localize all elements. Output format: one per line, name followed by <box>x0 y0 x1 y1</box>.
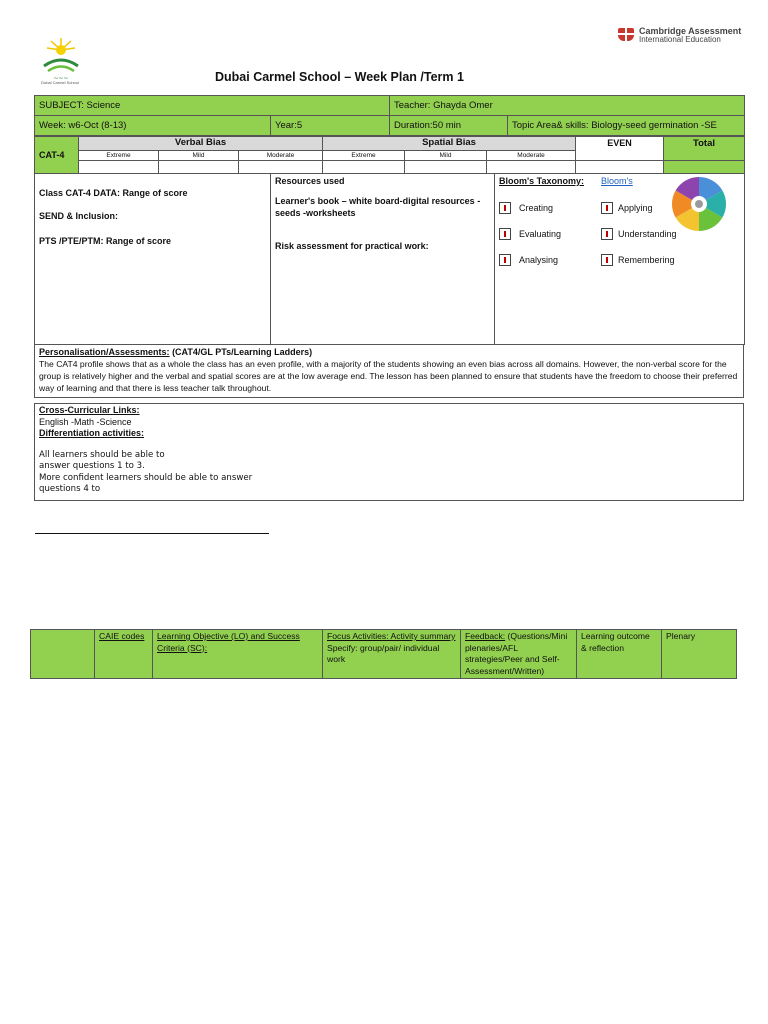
week-cell: Week: w6-Oct (8-13) <box>35 116 271 136</box>
checkbox-icon[interactable] <box>499 254 511 266</box>
checkbox-icon[interactable] <box>601 202 613 214</box>
bloom-remembering[interactable] <box>601 254 675 266</box>
school-logo <box>36 36 86 82</box>
verbal-moderate-value <box>239 161 323 174</box>
feedback-header <box>461 630 577 679</box>
bloom-wheel-icon <box>668 176 730 232</box>
plan-corner-cell <box>31 630 95 679</box>
cross-curricular-subjects: English -Math -Science <box>39 416 132 427</box>
spatial-extreme: Extreme <box>323 151 405 161</box>
spatial-extreme-value <box>323 161 405 174</box>
subject-cell: SUBJECT: Science <box>35 96 390 116</box>
spatial-moderate: Moderate <box>487 151 576 161</box>
differentiation-heading: Differentiation activities: <box>39 428 145 438</box>
document-title: Dubai Carmel School – Week Plan /Term 1 <box>215 70 464 84</box>
focus-activities-detail: Specify: group/pair/ individual work <box>327 642 440 664</box>
differentiation-line2: answer questions 1 to 3. <box>39 461 145 471</box>
resources-text: Learner's book – white board-digital resources - seeds -worksheets <box>275 196 481 218</box>
checkbox-icon[interactable] <box>601 254 613 266</box>
lesson-plan-table <box>30 629 737 679</box>
info-table <box>34 95 745 136</box>
cambridge-logo <box>618 26 758 44</box>
year-cell: Year:5 <box>271 116 390 136</box>
total-value <box>664 161 745 174</box>
bloom-applying-label: Applying <box>618 203 653 213</box>
cambridge-line1: Cambridge Assessment <box>639 26 742 36</box>
plenary-header: Plenary <box>662 630 737 679</box>
class-data-cell <box>35 174 271 345</box>
pts-range: PTS /PTE/PTM: Range of score <box>39 236 172 246</box>
cross-curricular-cell <box>35 404 744 501</box>
bloom-creating[interactable] <box>499 202 553 214</box>
personalisation-cell <box>35 345 744 398</box>
spatial-mild-value <box>405 161 487 174</box>
personalisation-heading-tail: (CAT4/GL PTs/Learning Ladders) <box>169 347 313 357</box>
bloom-analysing[interactable] <box>499 254 558 266</box>
topic-cell: Topic Area& skills: Biology-seed germination -SE <box>508 116 745 136</box>
duration-cell: Duration:50 min <box>390 116 508 136</box>
feedback-title: Feedback: <box>465 631 506 641</box>
bloom-remembering-label: Remembering <box>618 255 675 265</box>
personalisation-heading: Personalisation/Assessments: <box>39 347 170 357</box>
verbal-mild: Mild <box>159 151 239 161</box>
send-inclusion: SEND & Inclusion: <box>39 211 119 221</box>
spatial-moderate-value <box>487 161 576 174</box>
resources-heading: Resources used <box>275 176 345 186</box>
bloom-understanding-label: Understanding <box>618 229 677 239</box>
feedback-detail: (Questions/Mini plenaries/AFL strategies/Peer and Self-Assessment/Written) <box>465 631 568 676</box>
caie-codes-header: CAIE codes <box>95 630 153 679</box>
class-cat4-data: Class CAT-4 DATA: Range of score <box>39 188 188 198</box>
personalisation-text: The CAT4 profile shows that as a whole the class has an even profile, with a majority of the students showing an even bias across all domains. However, the non-verbal score for the group is relatively higher and the verbal and spatial scores are at the low average end. The lesson has been planned to ensure that students have the freedom to choose their preferred way of learning and that there is less teacher talk throughout. <box>39 359 738 393</box>
even-header: EVEN <box>576 137 664 161</box>
differentiation-line1: All learners should be able to <box>39 449 165 460</box>
bloom-evaluating-label: Evaluating <box>519 229 562 239</box>
spatial-bias-header: Spatial Bias <box>323 137 576 151</box>
checkbox-icon[interactable] <box>499 228 511 240</box>
verbal-moderate: Moderate <box>239 151 323 161</box>
school-logo-caption: Dubai Carmel School <box>41 80 79 85</box>
verbal-extreme-value <box>79 161 159 174</box>
verbal-mild-value <box>159 161 239 174</box>
cambridge-line2: International Education <box>639 35 721 44</box>
spatial-mild: Mild <box>405 151 487 161</box>
cambridge-shield-icon <box>618 28 634 41</box>
cat4-label: CAT-4 <box>35 137 79 174</box>
cross-curricular-table <box>34 403 744 501</box>
bloom-link[interactable]: Bloom's <box>601 176 633 186</box>
total-header: Total <box>664 137 745 161</box>
learning-outcome-header: Learning outcome & reflection <box>577 630 662 679</box>
bloom-heading: Bloom's Taxonomy: <box>499 176 584 186</box>
verbal-bias-header: Verbal Bias <box>79 137 323 151</box>
verbal-extreme: Extreme <box>79 151 159 161</box>
focus-activities-title: Focus Activities: Activity summary <box>327 631 456 641</box>
risk-assessment: Risk assessment for practical work: <box>275 241 429 251</box>
focus-activities-header <box>323 630 461 679</box>
cat4-table <box>34 136 745 174</box>
bloom-creating-label: Creating <box>519 203 554 213</box>
even-value <box>576 161 664 174</box>
bloom-understanding[interactable] <box>601 228 677 240</box>
bloom-evaluating[interactable] <box>499 228 561 240</box>
checkbox-icon[interactable] <box>601 228 613 240</box>
resources-cell <box>271 174 495 345</box>
checkbox-icon[interactable] <box>499 202 511 214</box>
horizontal-divider <box>35 533 269 534</box>
svg-text:~~~: ~~~ <box>53 75 69 82</box>
bloom-analysing-label: Analysing <box>519 255 559 265</box>
learning-objective-header: Learning Objective (LO) and Success Criteria (SC): <box>153 630 323 679</box>
personalisation-table <box>34 344 744 398</box>
teacher-cell: Teacher: Ghayda Omer <box>390 96 745 116</box>
differentiation-line3: More confident learners should be able to answer <box>39 472 253 483</box>
bloom-applying[interactable] <box>601 202 653 214</box>
differentiation-line4: questions 4 to <box>39 484 101 494</box>
cross-curricular-heading: Cross-Curricular Links: <box>39 405 140 415</box>
